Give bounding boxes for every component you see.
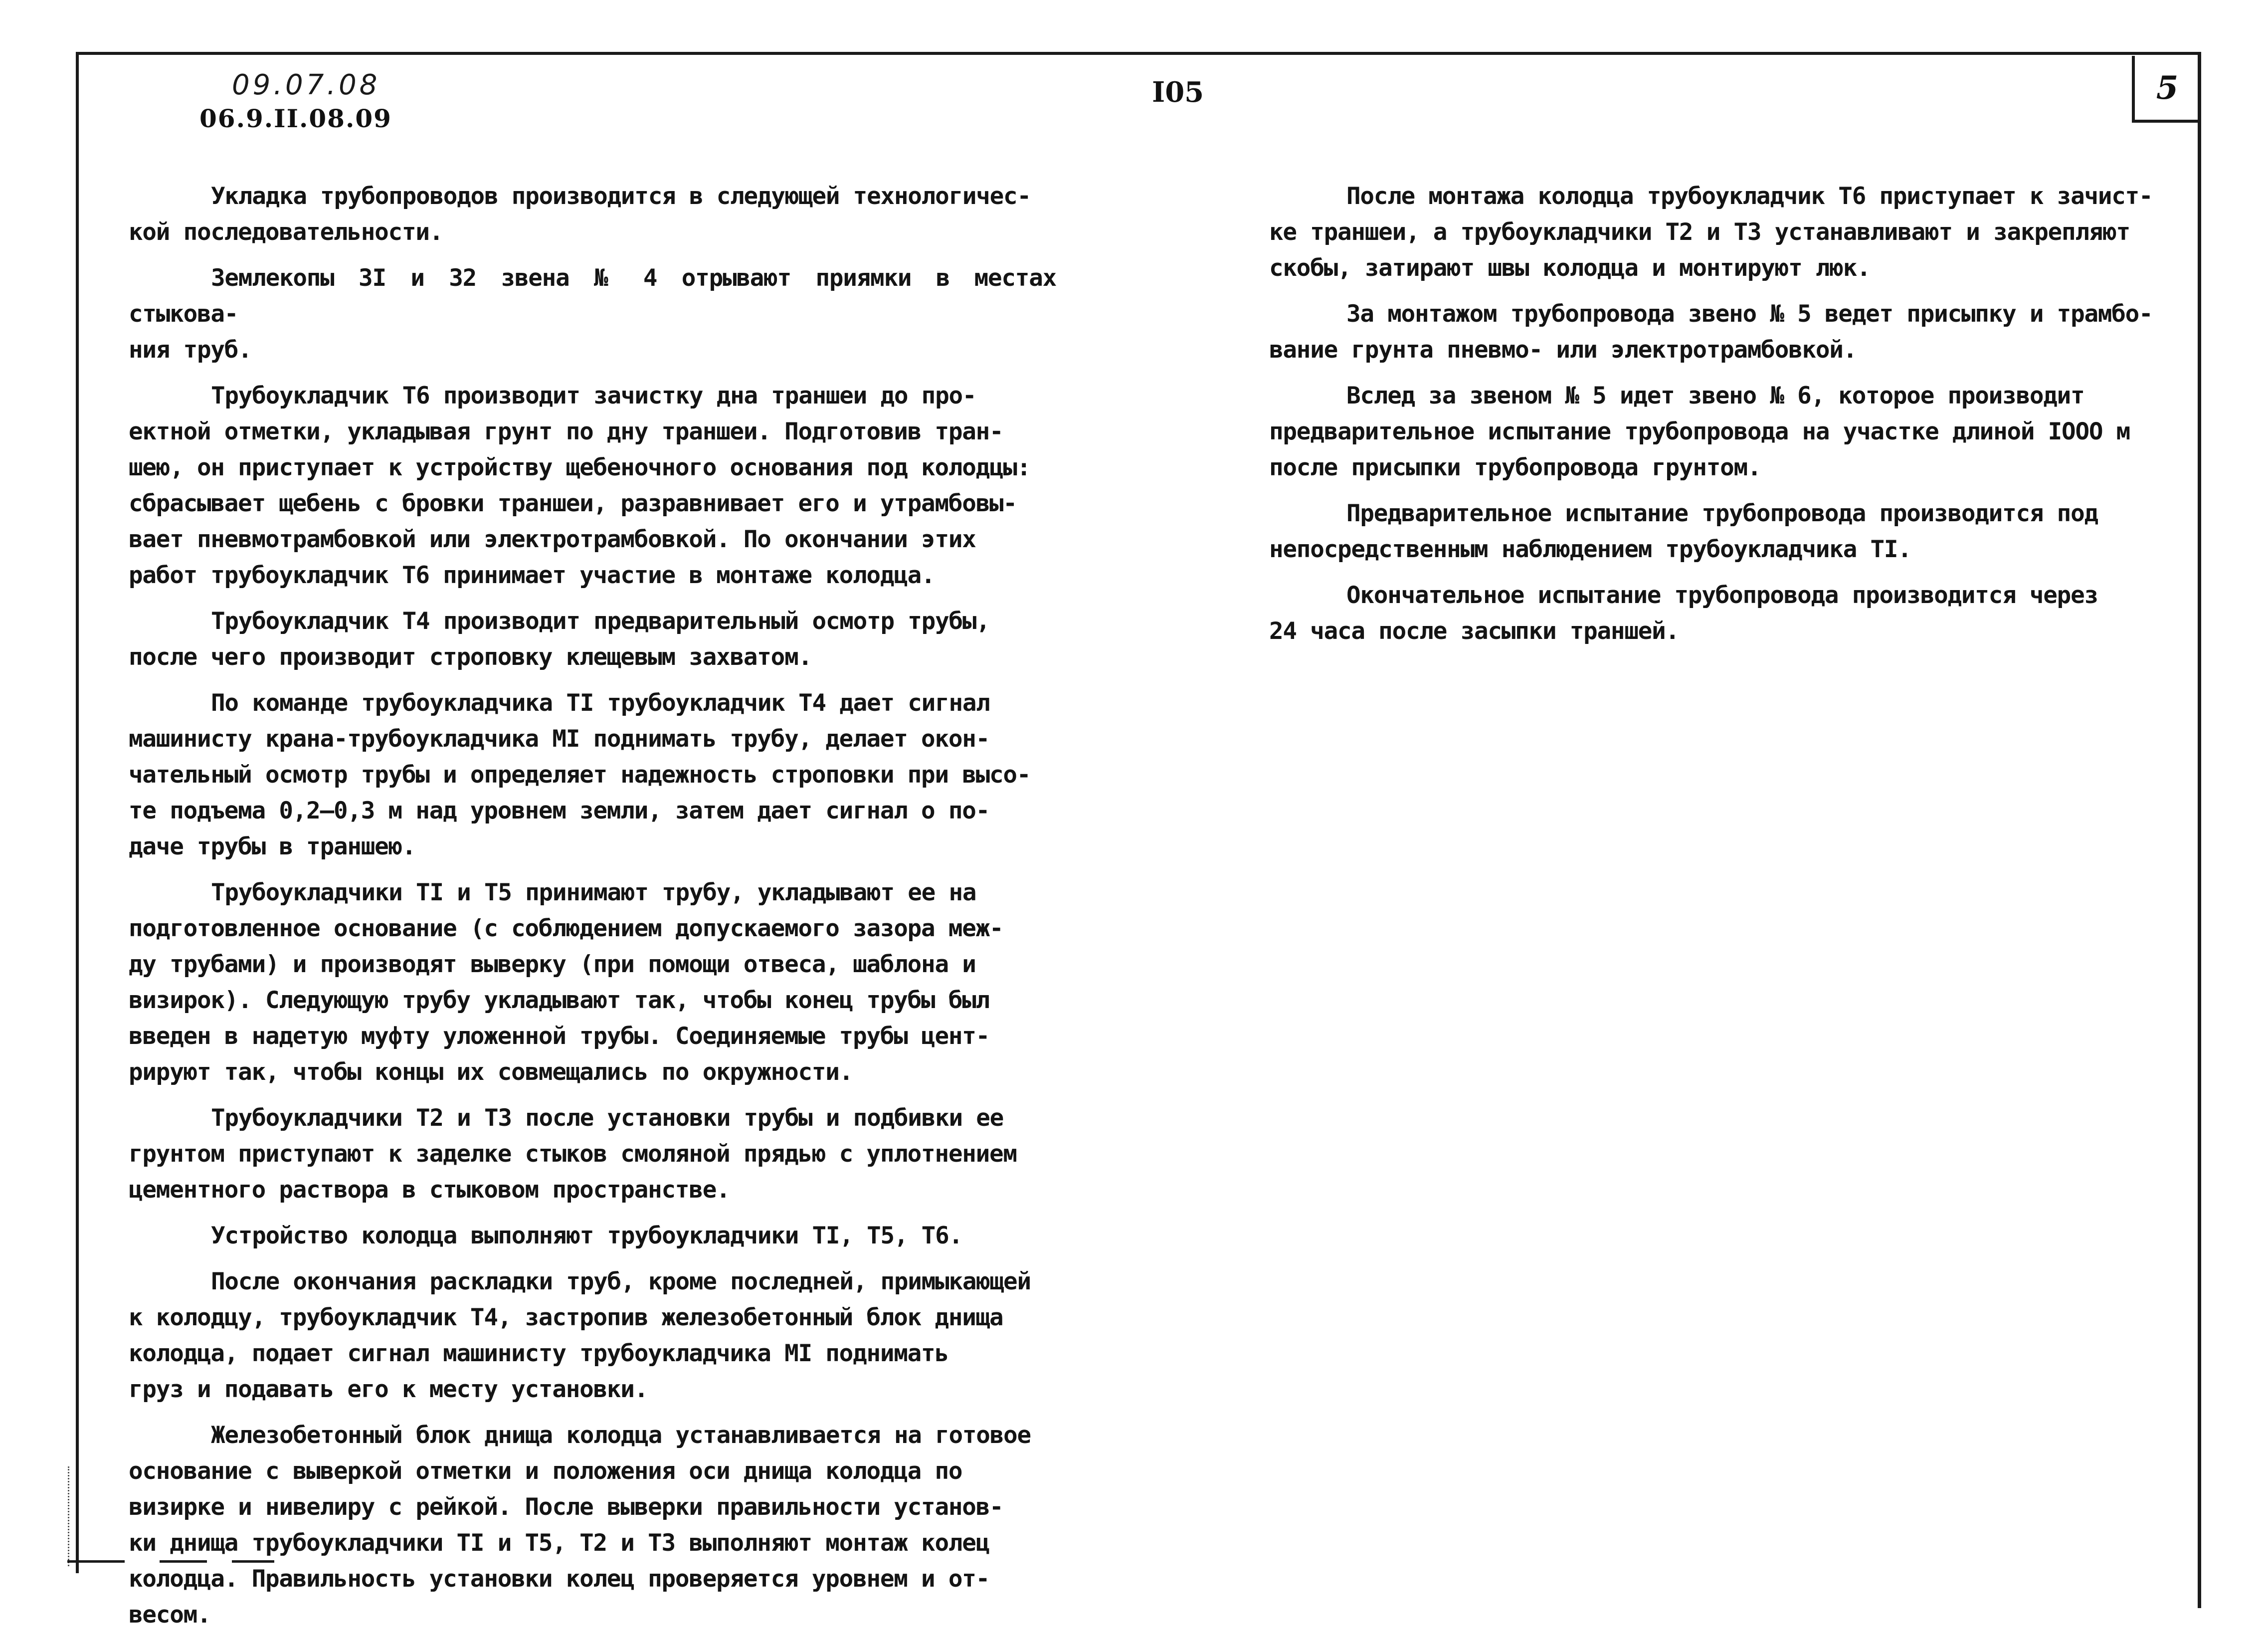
paragraph: Укладка трубопроводов производится в следующей технологичес- кой последовательности.: [129, 183, 1031, 246]
document-date: 09.07.08: [232, 69, 380, 101]
paragraph: Железобетонный блок днища колодца устанавливается на готовое основание с выверкой отметки и положения оси днища колодца по визирке и нивелиру с рейкой. После выверки правильности установ- ки днища трубоукладчики ТI и Т5, Т2 и ТЗ выполняют монтаж колец колодца. Правильность установки колец проверяется уровнем и от- весом.: [129, 1422, 1031, 1629]
footer-mark: [67, 1560, 125, 1563]
frame-top-line: [77, 52, 2201, 55]
frame-right-line: [2198, 52, 2201, 1608]
paragraph: После монтажа колодца трубоукладчик Т6 приступает к зачист- ке траншеи, а трубоукладчики Т2 и ТЗ устанавливают и закрепляют скобы, затирают швы колодца и монтируют люк.: [1269, 183, 2153, 282]
paragraph: Вслед за звеном № 5 идет звено № 6, которое производит предварительное испытание трубопровода на участке длиной IООО м после присыпки трубопровода грунтом.: [1269, 382, 2130, 481]
right-text-column: [1269, 179, 2174, 659]
footer-mark: [232, 1560, 274, 1563]
paragraph: Трубоукладчик Т4 производит предварительный осмотр трубы, после чего производит строповку клещевым захватом.: [129, 608, 990, 671]
page-number: I05: [1152, 76, 1204, 109]
paragraph: После окончания раскладки труб, кроме последней, примыкающей к колодцу, трубоукладчик Т4, застропив железобетонный блок днища колодца, подает сигнал машинисту трубоукладчика МI поднимать груз и подавать его к месту установки.: [129, 1268, 1031, 1403]
paragraph: За монтажом трубопровода звено № 5 ведет присыпку и трамбо- вание грунта пневмо- или электротрамбовкой.: [1269, 300, 2153, 364]
paragraph: Трубоукладчики ТI и Т5 принимают трубу, укладывают ее на подготовленное основание (с соблюдением допускаемого зазора меж- ду трубами) и производят выверку (при помощи отвеса, шаблона и визирок). Следующую трубу укладывают так, чтобы конец трубы был введен в надетую муфту уложенной трубы. Соединяемые трубы цент- рируют так, чтобы концы их совмещались по окружности.: [129, 879, 1003, 1086]
paragraph: По команде трубоукладчика ТI трубоукладчик Т4 дает сигнал машинисту крана-трубоукладчика МI поднимать трубу, делает окон- чательный осмотр трубы и определяет надежность строповки при высо- те подъема 0,2–0,3 м над уровнем земли, затем дает сигнал о по- даче трубы в траншею.: [129, 689, 1031, 860]
sheet-number: 5: [2156, 69, 2179, 107]
paragraph: Землекопы ЗI и З2 звена № 4 отрывают приямки в местах стыкова- ния труб.: [129, 264, 1056, 364]
paragraph: Предварительное испытание трубопровода производится под непосредственным наблюдением трубоукладчика ТI.: [1269, 500, 2098, 563]
paragraph: Трубоукладчик Т6 производит зачистку дна траншеи до про- ектной отметки, укладывая грунт по дну траншеи. Подготовив тран- шею, он приступает к устройству щебеночного основания под колодцы: сбрасывает щебень с бровки траншеи, разравнивает его и утрамбовы- вает пневмотрамбовкой или электротрамбовкой. По окончании этих работ трубоукладчик Т6 принимает участие в монтаже колодца.: [129, 382, 1031, 589]
frame-left-line: [76, 52, 79, 1573]
paragraph: Окончательное испытание трубопровода производится через 24 часа после засыпки траншей.: [1269, 582, 2098, 645]
document-code: 06.9.II.08.09: [199, 104, 392, 133]
sheet-number-box: [2132, 56, 2200, 123]
paragraph: Трубоукладчики Т2 и ТЗ после установки трубы и подбивки ее грунтом приступают к заделке стыков смоляной прядью с уплотнением цементного раствора в стыковом пространстве.: [129, 1104, 1017, 1204]
left-text-column: [129, 179, 1056, 1643]
paragraph: Устройство колодца выполняют трубоукладчики ТI, Т5, Т6.: [211, 1222, 962, 1249]
margin-dots: [68, 1466, 71, 1566]
footer-mark: [160, 1560, 207, 1563]
